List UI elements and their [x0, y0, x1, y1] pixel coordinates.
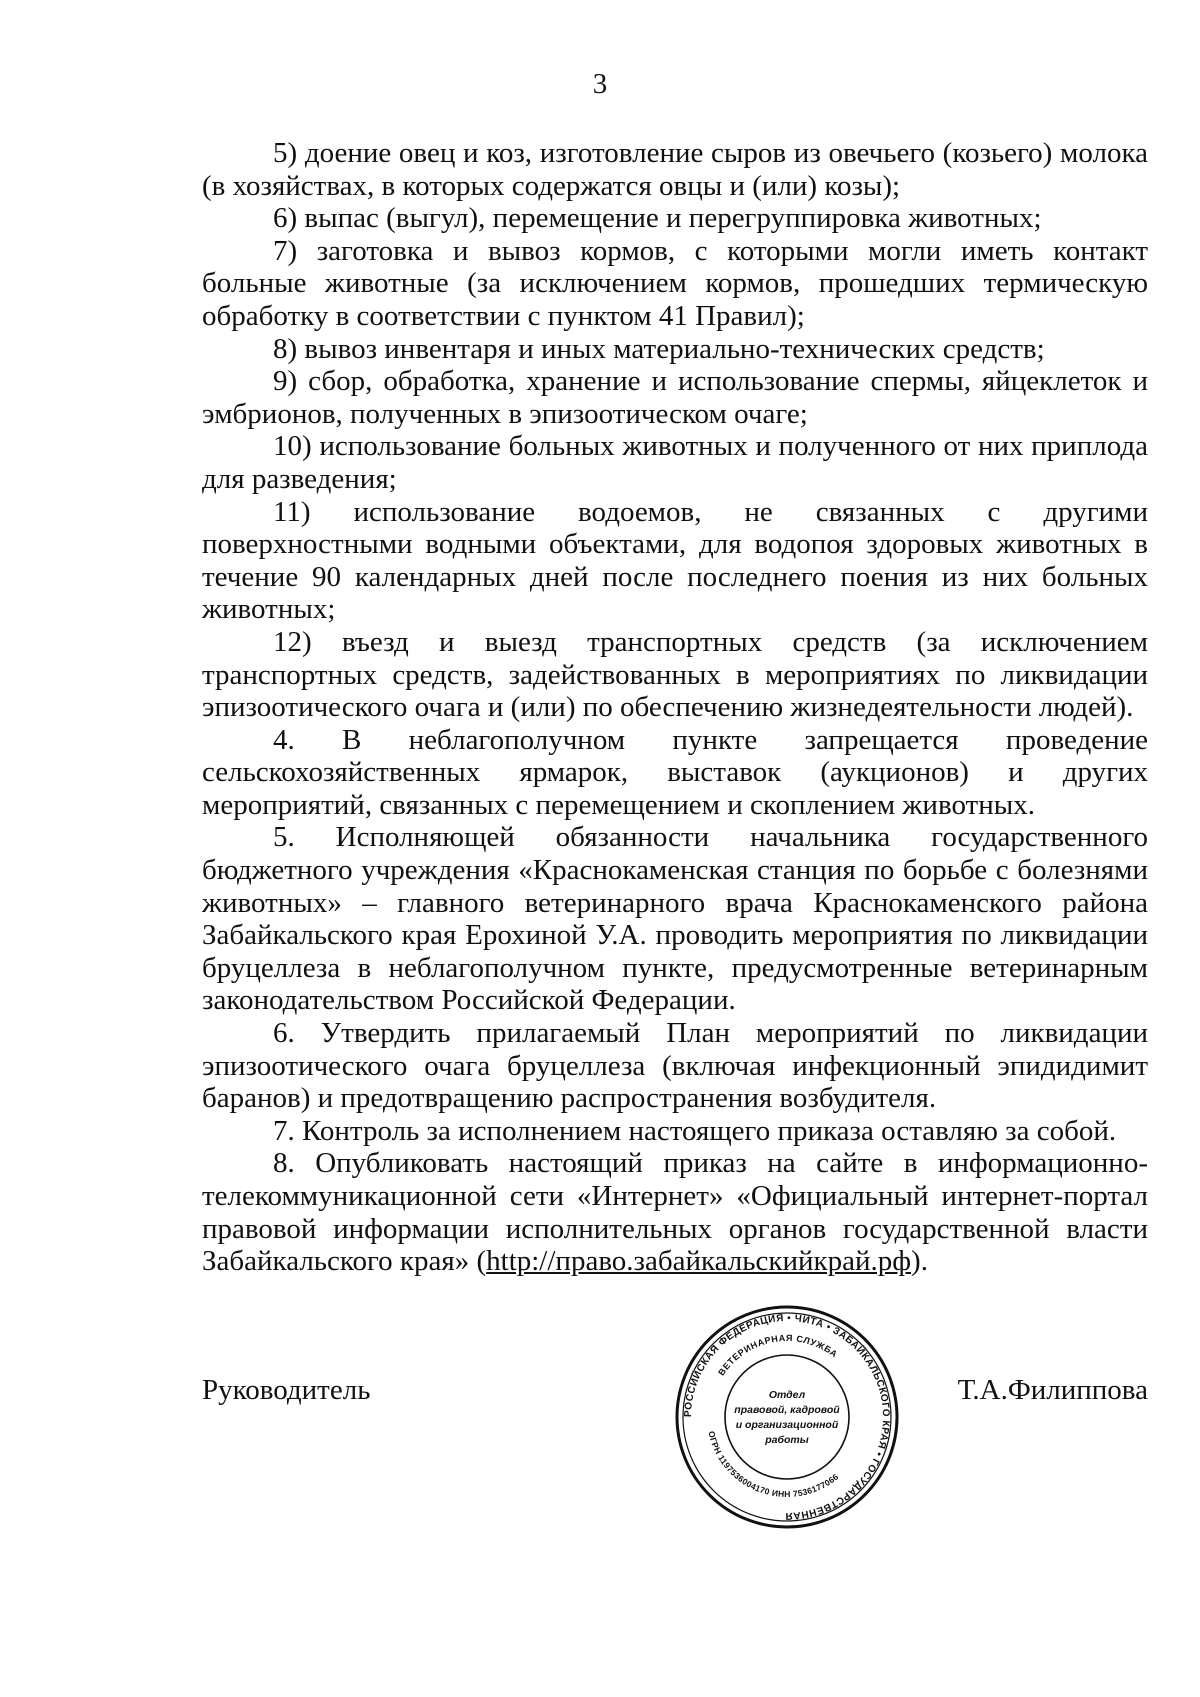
stamp-center-line-4: работы	[765, 1434, 809, 1446]
stamp-inner-ring-text: ВЕТЕРИНАРНАЯ СЛУЖБА	[716, 1332, 840, 1378]
paragraph-clause-8	[202, 1147, 1148, 1277]
stamp-seal-icon	[672, 1302, 902, 1532]
paragraph-clause-5: 5. Исполняющей обязанности начальника государственного бюджетного учреждения «Краснокаменская станция по борьбе с болезнями животных» – главного ветеринарного врача Краснокаменского района Забайкальского края Ерохиной У.А. проводить мероприятия по ликвидации бруцеллеза в неблагополучном пункте, предусмотренные ветеринарным законодательством Российской Федерации.	[202, 821, 1148, 1017]
paragraph-item-8: 8) вывоз инвентаря и иных материально-технических средств;	[273, 332, 1045, 365]
portal-link[interactable]: http://право.забайкальскийкрай.рф	[486, 1245, 912, 1278]
stamp-center-line-1: Отдел	[768, 1389, 806, 1401]
page-number: 3	[592, 68, 608, 100]
publish-text: 8. Опубликовать настоящий приказ на сайте в информационно-телекоммуникационной сети «Интернет» «Официальный интернет-портал правовой информации исполнительных органов государственной власти Забайкальского края» (	[202, 1147, 1148, 1278]
paragraph-item-6: 6) выпас (выгул), перемещение и перегруппировка животных;	[273, 202, 1042, 235]
document-body	[202, 137, 1148, 1278]
signatory-title: Руководитель	[202, 1374, 371, 1406]
paragraph-clause-4: 4. В неблагополучном пункте запрещается проведение сельскохозяйственных ярмарок, выставок (аукционов) и других мероприятий, связанных с перемещением и скоплением животных.	[202, 723, 1148, 821]
signatory-name: Т.А.Филиппова	[957, 1374, 1148, 1406]
paragraph-item-12: 12) въезд и выезд транспортных средств (за исключением транспортных средств, задействованных в мероприятиях по ликвидации эпизоотического очага и (или) по обеспечению жизнедеятельности людей).	[202, 625, 1148, 724]
paragraph-item-9: 9) сбор, обработка, хранение и использование спермы, яйцеклеток и эмбрионов, полученных в эпизоотическом очаге;	[202, 365, 1148, 430]
stamp-center-line-2: правовой, кадровой	[734, 1404, 840, 1416]
paragraph-item-7: 7) заготовка и вывоз кормов, с которыми могли иметь контакт больные животные (за исключением кормов, прошедших термическую обработку в соответствии с пунктом 41 Правил);	[202, 234, 1148, 332]
paragraph-item-5: 5) доение овец и коз, изготовление сыров из овечьего (козьего) молока (в хозяйствах, в которых содержатся овцы и (или) козы);	[202, 137, 1148, 202]
paragraph-item-11: 11) использование водоемов, не связанных с другими поверхностными водными объектами, для водопоя здоровых животных в течение 90 календарных дней после последнего поения из них больных животных;	[202, 495, 1148, 626]
official-stamp	[672, 1302, 902, 1532]
paragraph-item-10: 10) использование больных животных и полученного от них приплода для разведения;	[202, 430, 1148, 495]
publish-tail: ).	[911, 1245, 928, 1278]
stamp-bottom-ring-text: ОГРН 1197536004170 ИНН 7536177066	[706, 1430, 841, 1500]
paragraph-clause-7: 7. Контроль за исполнением настоящего приказа оставляю за собой.	[273, 1114, 1117, 1147]
stamp-center-line-3: и организационной	[735, 1419, 839, 1431]
stamp-outer-ring-text: РОССИЙСКАЯ ФЕДЕРАЦИЯ • ЧИТА • ЗАБАЙКАЛЬСКОГО КРАЯ • ГОСУДАРСТВЕННАЯ	[682, 1312, 892, 1522]
paragraph-clause-6: 6. Утвердить прилагаемый План мероприятий по ликвидации эпизоотического очага бруцеллеза (включая инфекционный эпидидимит баранов) и предотвращению распространения возбудителя.	[202, 1017, 1148, 1115]
